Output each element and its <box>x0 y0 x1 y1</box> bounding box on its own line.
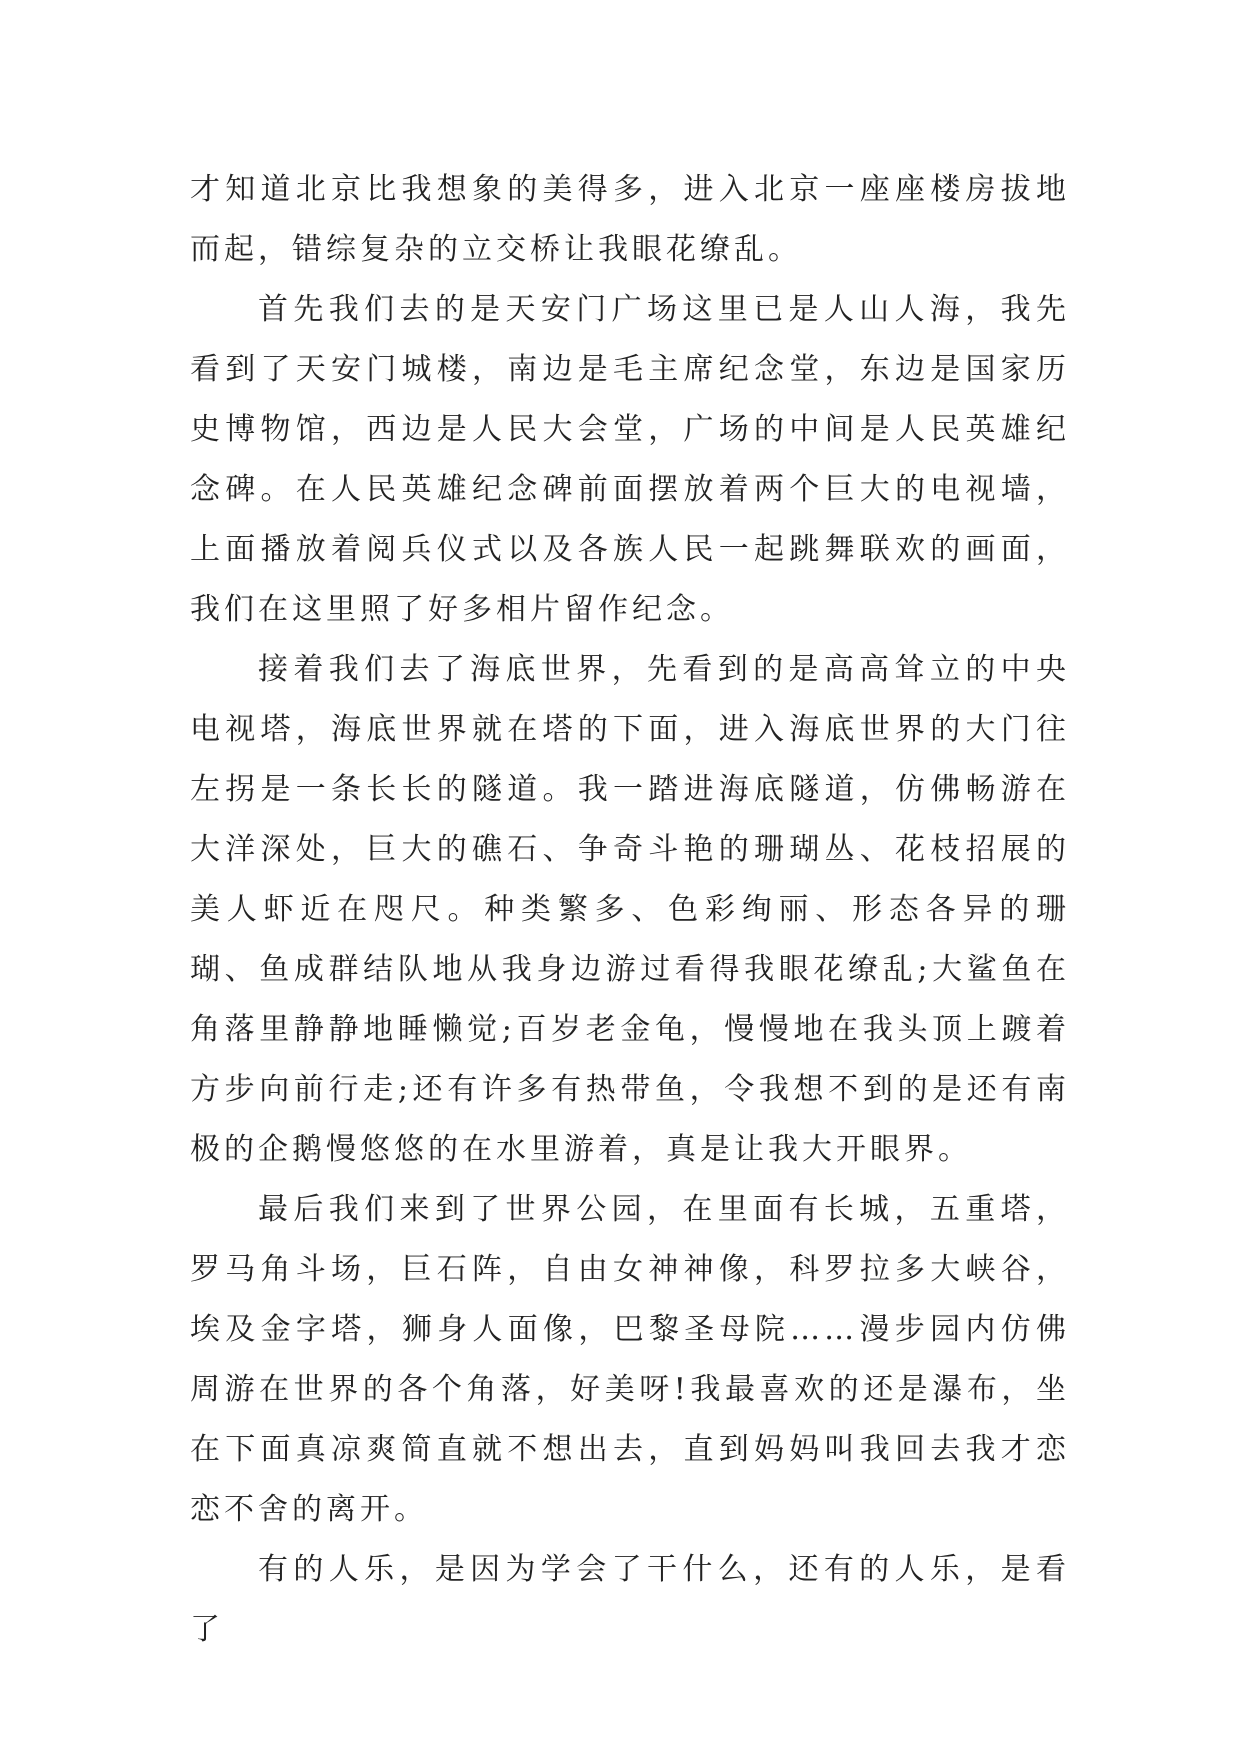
paragraph-3: 接着我们去了海底世界，先看到的是高高耸立的中央电视塔，海底世界就在塔的下面，进入海底世界的大门往左拐是一条长长的隧道。我一踏进海底隧道，仿佛畅游在大洋深处，巨大的礁石、争奇斗艳的珊瑚丛、花枝招展的美人虾近在咫尺。种类繁多、色彩绚丽、形态各异的珊瑚、鱼成群结队地从我身边游过看得我眼花缭乱;大鲨鱼在角落里静静地睡懒觉;百岁老金龟，慢慢地在我头顶上踱着方步向前行走;还有许多有热带鱼，令我想不到的是还有南极的企鹅慢悠悠的在水里游着，真是让我大开眼界。 <box>190 652 1070 1167</box>
paragraph-5: 有的人乐，是因为学会了干什么，还有的人乐，是看了 <box>190 1552 1070 1647</box>
document-body <box>190 160 1070 1660</box>
paragraph-1: 才知道北京比我想象的美得多，进入北京一座座楼房拔地而起，错综复杂的立交桥让我眼花缭乱。 <box>190 172 1070 267</box>
paragraph-4: 最后我们来到了世界公园，在里面有长城，五重塔，罗马角斗场，巨石阵，自由女神神像，科罗拉多大峡谷，埃及金字塔，狮身人面像，巴黎圣母院……漫步园内仿佛周游在世界的各个角落，好美呀!我最喜欢的还是瀑布，坐在下面真凉爽简直就不想出去，直到妈妈叫我回去我才恋恋不舍的离开。 <box>190 1192 1070 1527</box>
paragraph-2: 首先我们去的是天安门广场这里已是人山人海，我先看到了天安门城楼，南边是毛主席纪念堂，东边是国家历史博物馆，西边是人民大会堂，广场的中间是人民英雄纪念碑。在人民英雄纪念碑前面摆放着两个巨大的电视墙，上面播放着阅兵仪式以及各族人民一起跳舞联欢的画面，我们在这里照了好多相片留作纪念。 <box>190 292 1070 627</box>
